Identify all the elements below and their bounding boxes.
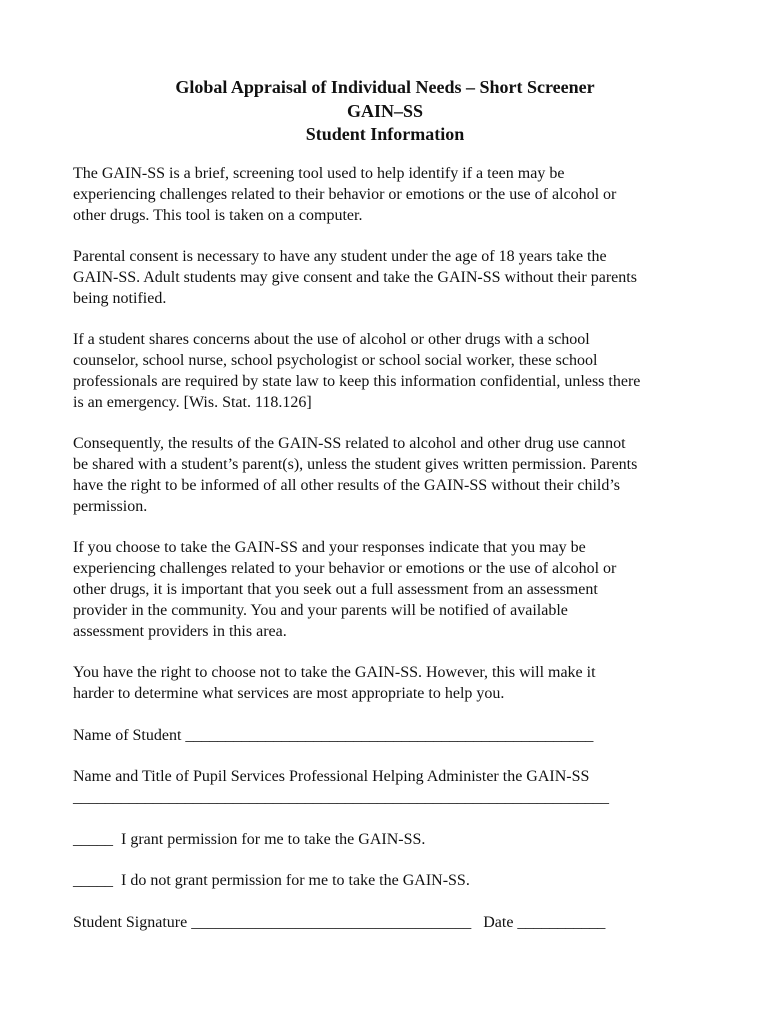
professional-name-field [73,767,713,809]
paragraph-intro [73,164,713,226]
paragraph-assessment [73,538,713,642]
professional-blank[interactable]: ___________________________________________________________________ [73,788,609,806]
document-title [0,76,770,147]
signature-label: Student Signature [73,913,188,931]
paragraph-consent [73,247,713,309]
paragraph-confidentiality [73,330,713,413]
paragraph-line: professionals are required by state law to keep this information confidential, unless there [73,372,641,390]
student-name-label: Name of Student [73,726,182,744]
deny-permission-option [73,871,713,892]
paragraph-line: being notified. [73,289,167,307]
paragraph-line: If you choose to take the GAIN-SS and your responses indicate that you may be [73,539,586,557]
title-line-2: GAIN–SS [346,100,424,121]
paragraph-line: other drugs, it is important that you seek out a full assessment from an assessment [73,580,598,598]
title-line-3: Student Information [305,124,465,144]
student-name-blank[interactable]: ___________________________________________________ [185,726,594,744]
paragraph-line: be shared with a student’s parent(s), unless the student gives written permission. Parents [73,456,638,474]
paragraph-line: provider in the community. You and your parents will be notified of available [73,601,568,619]
paragraph-line: Consequently, the results of the GAIN-SS related to alcohol and other drug use cannot [73,435,626,453]
paragraph-right-to-decline [73,663,713,705]
professional-label: Name and Title of Pupil Services Professional Helping Administer the GAIN-SS [73,768,590,786]
date-blank[interactable]: ___________ [517,913,606,931]
paragraph-line: assessment providers in this area. [73,622,287,640]
deny-permission-label: I do not grant permission for me to take the GAIN-SS. [121,872,470,890]
paragraph-line: other drugs. This tool is taken on a computer. [73,206,363,224]
grant-permission-option [73,830,713,851]
paragraph-results [73,434,713,517]
signature-blank[interactable]: ___________________________________ [191,913,472,931]
grant-permission-blank[interactable]: _____ [73,830,113,848]
grant-permission-label: I grant permission for me to take the GAIN-SS. [121,830,426,848]
paragraph-line: harder to determine what services are most appropriate to help you. [73,684,505,702]
paragraph-line: experiencing challenges related to their behavior or emotions or the use of alcohol or [73,185,617,203]
paragraph-line: The GAIN-SS is a brief, screening tool used to help identify if a teen may be [73,165,565,182]
deny-permission-blank[interactable]: _____ [73,872,113,890]
signature-field [73,913,713,934]
title-line-1: Global Appraisal of Individual Needs – Short Screener [175,77,595,97]
document-body [73,164,713,954]
paragraph-line: permission. [73,497,148,515]
paragraph-line: counselor, school nurse, school psychologist or school social worker, these school [73,352,598,370]
student-name-field [73,726,713,747]
paragraph-line: If a student shares concerns about the use of alcohol or other drugs with a school [73,331,590,349]
paragraph-line: is an emergency. [Wis. Stat. 118.126] [73,393,312,411]
date-label: Date [483,913,514,931]
paragraph-line: You have the right to choose not to take the GAIN-SS. However, this will make it [73,664,596,682]
paragraph-line: have the right to be informed of all other results of the GAIN-SS without their child’s [73,476,620,494]
paragraph-line: Parental consent is necessary to have any student under the age of 18 years take the [73,248,607,266]
paragraph-line: GAIN-SS. Adult students may give consent and take the GAIN-SS without their parents [73,268,637,286]
paragraph-line: experiencing challenges related to your behavior or emotions or the use of alcohol or [73,560,617,578]
